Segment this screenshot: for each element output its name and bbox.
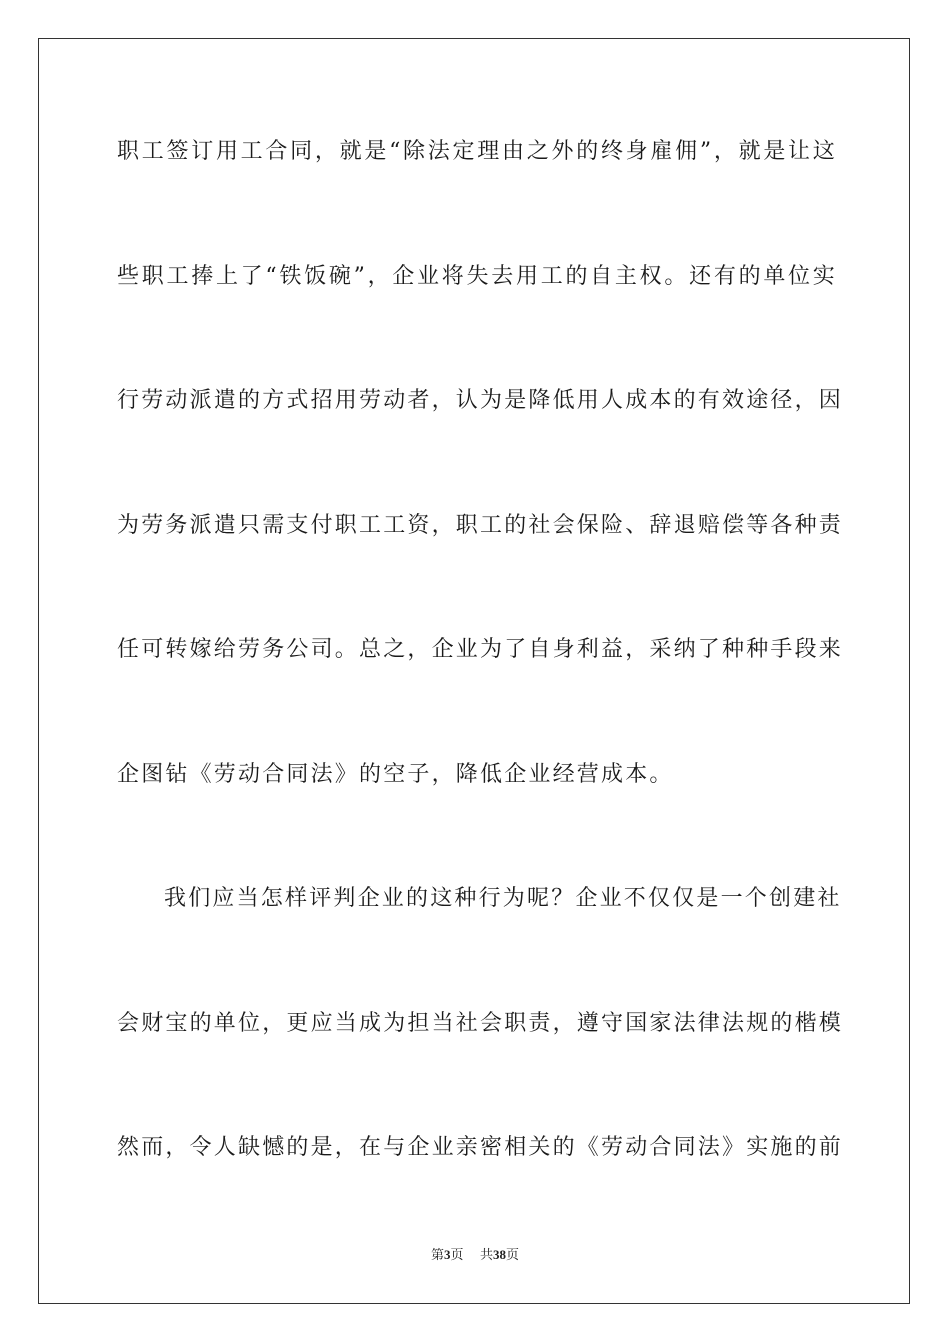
page-footer bbox=[0, 1246, 950, 1265]
total-pages: 38 bbox=[493, 1247, 507, 1262]
paragraph-line: 些职工捧上了“铁饭碗”，企业将失去用工的自主权。还有的单位实 bbox=[117, 264, 837, 289]
paragraph-line: 为劳务派遣只需支付职工工资，职工的社会保险、辞退赔偿等各种责 bbox=[117, 513, 844, 538]
paragraph-line: 任可转嫁给劳务公司。总之，企业为了自身利益，采纳了种种手段来 bbox=[117, 637, 844, 662]
paragraph-line: 职工签订用工合同，就是“除法定理由之外的终身雇佣”，就是让这 bbox=[117, 139, 837, 164]
paragraph-line: 然而，令人缺憾的是，在与企业亲密相关的《劳动合同法》实施的前 bbox=[117, 1135, 844, 1160]
paragraph-line: 会财宝的单位，更应当成为担当社会职责，遵守国家法律法规的楷模 bbox=[117, 1011, 844, 1036]
page-border bbox=[38, 38, 910, 1304]
paragraph-line-first: 我们应当怎样评判企业的这种行为呢？企业不仅仅是一个创建社 bbox=[164, 886, 842, 911]
page-prefix: 第 bbox=[430, 1248, 444, 1263]
page-number: 3 bbox=[443, 1247, 451, 1262]
total-prefix: 共 bbox=[480, 1248, 494, 1263]
total-suffix: 页 bbox=[506, 1248, 520, 1263]
paragraph-line-last: 企图钻《劳动合同法》的空子，降低企业经营成本。 bbox=[117, 762, 674, 787]
page-suffix: 页 bbox=[450, 1248, 464, 1263]
paragraph-line: 行劳动派遣的方式招用劳动者，认为是降低用人成本的有效途径，因 bbox=[117, 388, 844, 413]
